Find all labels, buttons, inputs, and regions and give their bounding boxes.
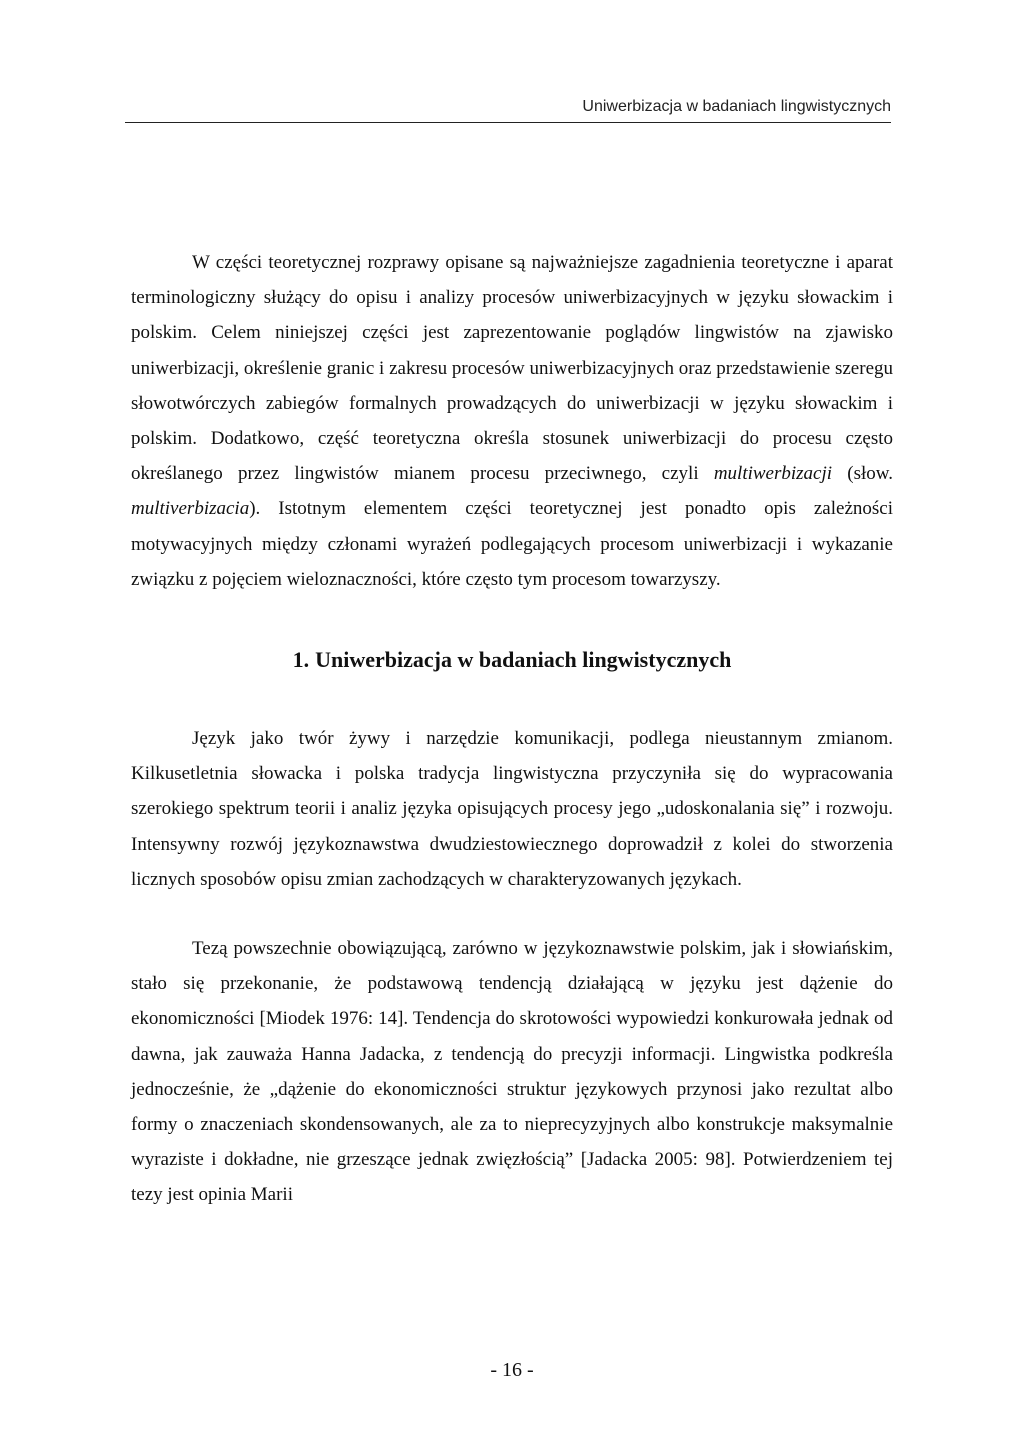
section-heading bbox=[131, 645, 893, 675]
intro-paragraph bbox=[131, 245, 893, 597]
page-number: - 16 - bbox=[490, 1359, 534, 1381]
intro-term-multiverbizacia: multiverbizacia bbox=[131, 498, 250, 520]
intro-text-part3: ). Istotnym elementem części teoretycznej jest ponadto opis zależności motywacyjnych między członami wyrażeń podlegających procesom uniwerbizacji i wykazanie związku z pojęciem wieloznaczności, które często tym procesom towarzyszy. bbox=[131, 498, 893, 590]
running-header-title: Uniwerbizacja w badaniach lingwistycznych bbox=[582, 98, 891, 115]
intro-term-multiwerbizacji: multiwerbizacji bbox=[713, 463, 833, 485]
paragraph-economy-thesis: Tezą powszechnie obowiązującą, zarówno w językoznawstwie polskim, jak i słowiańskim, stało się przekonanie, że podstawową tendencją działającą w języku jest dążenie do ekonomiczności [Miodek 1976: 14]. Tendencja do skrotowości wypowiedzi konkurowała jednak od dawna, jak zauważa Hanna Jadacka, z tendencją do precyzji informacji. Lingwistka podkreśla jednocześnie, że „dążenie do ekonomiczności struktur językowych przynosi jako rezultat albo formy o znaczeniach skondensowanych, ale za to nieprecyzyjnych albo konstrukcje maksymalnie wyraziste i dokładne, nie grzeszące jednak zwięzłością” [Jadacka 2005: 98]. Potwierdzeniem tej tezy jest opinia Marii bbox=[131, 938, 893, 1206]
page-body bbox=[131, 245, 893, 1213]
section-number: 1. bbox=[292, 647, 310, 673]
intro-text-part1: W części teoretycznej rozprawy opisane są najważniejsze zagadnienia teoretyczne i aparat terminologiczny służący do opisu i analizy procesów uniwerbizacyjnych w języku słowackim i polskim. Celem niniejszej części jest zaprezentowanie poglądów lingwistów na zjawisko uniwerbizacji, określenie granic i zakresu procesów uniwerbizacyjnych oraz przedstawienie szeregu słowotwórczych zabiegów formalnych prowadzących do uniwerbizacji w języku słowackim i polskim. Dodatkowo, część teoretyczna określa stosunek uniwerbizacji do procesu często określanego przez lingwistów mianem procesu przeciwnego, czyli bbox=[131, 252, 893, 485]
section-title: Uniwerbizacja w badaniach lingwistycznych bbox=[315, 647, 732, 673]
paragraph-language-change: Język jako twór żywy i narzędzie komunikacji, podlega nieustannym zmianom. Kilkusetletnia słowacka i polska tradycja lingwistyczna przyczyniła się do wypracowania szerokiego spektrum teorii i analiz języka opisujących procesy jego „udoskonalania się” i rozwoju. Intensywny rozwój językoznawstwa dwudziestowiecznego doprowadził z kolei do stworzenia licznych sposobów opisu zmian zachodzących w charakteryzowanych językach. bbox=[131, 728, 893, 890]
intro-text-part2: (słow. bbox=[832, 463, 893, 485]
running-header bbox=[125, 96, 891, 123]
